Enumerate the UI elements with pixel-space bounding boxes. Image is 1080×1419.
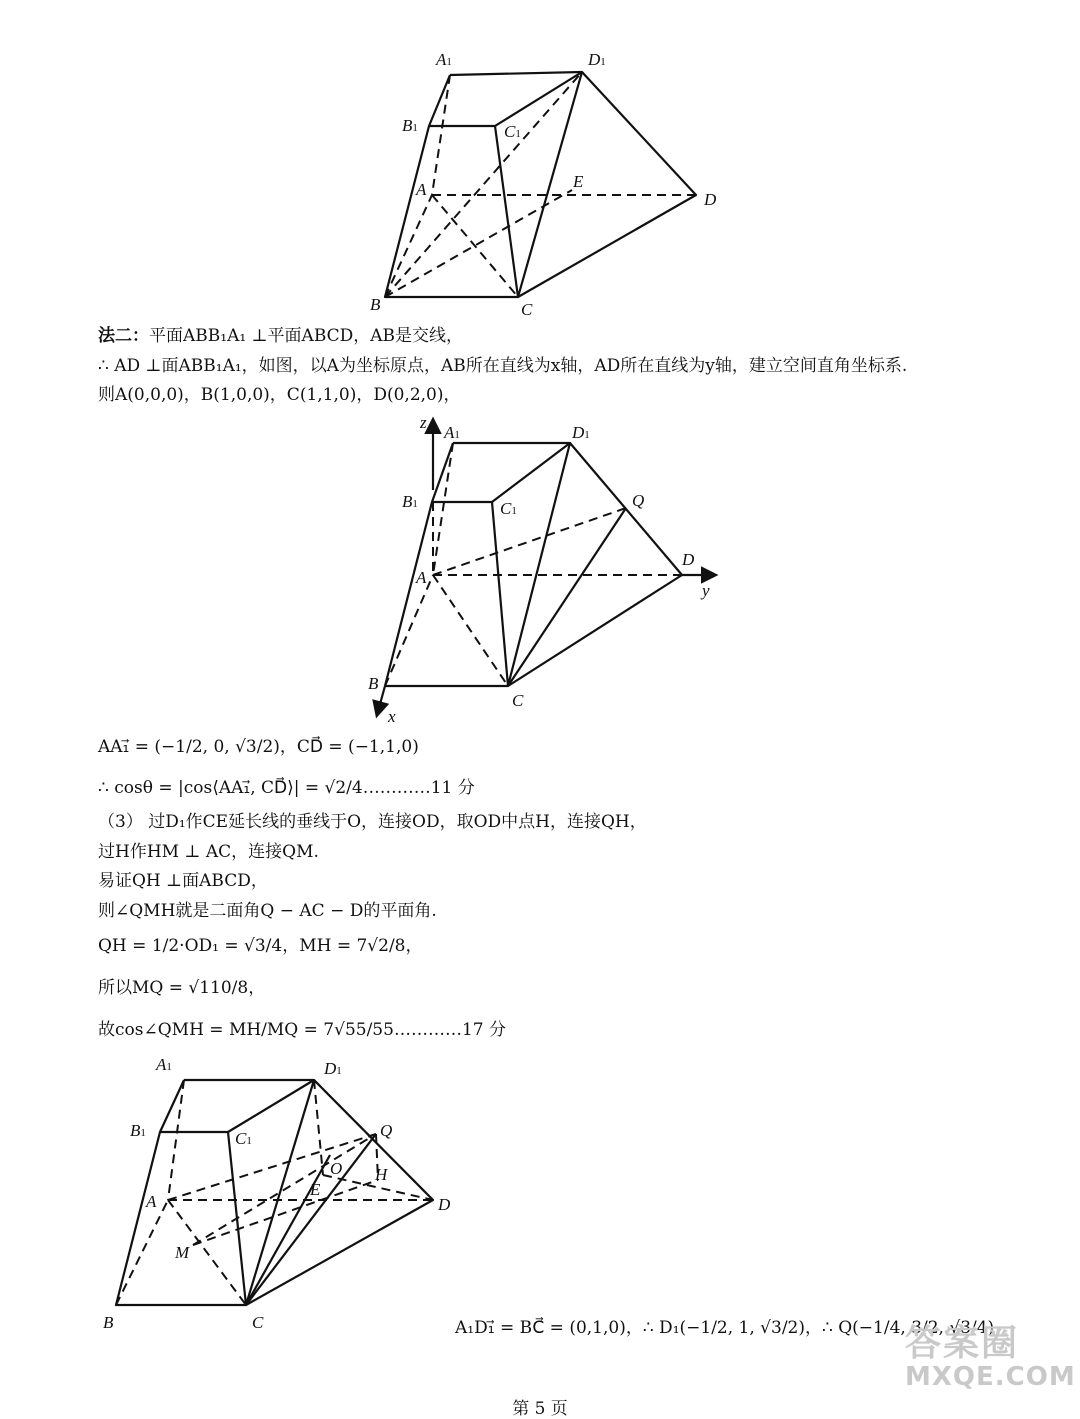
fig1-label-d1: D <box>588 50 601 69</box>
fig1-edge-ac <box>432 195 518 297</box>
fig3-label-b1-sub: 1 <box>140 1127 146 1139</box>
fig3-label-c1-sub: 1 <box>246 1135 252 1147</box>
fig3-label-m: M <box>175 1243 190 1262</box>
fig2-label-z: z <box>420 413 427 432</box>
fig2-edge-qc <box>508 508 626 686</box>
svg-text:B1 <box>402 492 418 511</box>
fig1-label-c1: C <box>504 122 516 141</box>
fig3-edge-ba <box>116 1200 168 1305</box>
fig3-label-d1-sub: 1 <box>336 1065 342 1077</box>
fig2-label-d1: D <box>572 423 585 442</box>
fig2-label-x: x <box>388 707 396 726</box>
fig2-edge-c1c <box>492 502 508 686</box>
fig1-label-b: B <box>370 295 381 314</box>
method-2-title: 法二： <box>98 326 149 346</box>
fig2-label-b: B <box>368 674 379 693</box>
text-line-10: QH = 1/2·OD₁ = √3/4，MH = 7√2/8， <box>98 936 423 956</box>
fig3-label-d1: D <box>324 1059 337 1078</box>
fig1-label-a1: A <box>436 50 447 69</box>
text-line-7: 过H作HM ⊥ AC，连接QM. <box>98 842 319 862</box>
text-line-5: ∴ cosθ = |cos⟨AA₁⃗, CD⃗⟩| = √2/4…………11 分 <box>98 778 475 798</box>
fig2-label-a1: A <box>444 423 455 442</box>
fig2-label-b1: B <box>402 492 413 511</box>
fig1-edge-c1c <box>495 126 518 297</box>
text-line-3: 则A(0,0,0)，B(1,0,0)，C(1,1,0)，D(0,2,0)， <box>98 385 461 405</box>
fig3-label-b: B <box>103 1313 114 1332</box>
fig1-label-c1-sub: 1 <box>515 128 521 140</box>
fig2-edge-ac <box>433 575 508 686</box>
svg-text:D1 <box>587 50 606 69</box>
watermark-top: 答案圈 <box>905 1323 1020 1364</box>
fig1-edge-a1a <box>432 75 450 195</box>
fig1-outline <box>385 72 696 297</box>
fig3-label-a1: A <box>156 1055 167 1074</box>
watermark-bottom: MXQE.COM <box>905 1362 1076 1392</box>
fig3-label-a: A <box>146 1192 157 1211</box>
fig3-label-e: E <box>310 1180 321 1199</box>
fig2-edge-aq <box>433 508 626 575</box>
svg-text:D1 <box>571 423 590 442</box>
fig2-label-d: D <box>682 550 695 569</box>
fig3-label-h: H <box>375 1165 388 1184</box>
fig1-label-a1-sub: 1 <box>446 56 452 68</box>
svg-text:A1 <box>435 50 452 69</box>
svg-text:C1 <box>504 122 521 141</box>
svg-text:C1 <box>235 1129 252 1148</box>
fig3-edge-aq <box>168 1134 376 1200</box>
svg-text:B1 <box>130 1121 146 1140</box>
text-line-4: AA₁⃗ = (−1/2, 0, √3/2)，CD⃗ = (−1,1,0) <box>98 737 419 757</box>
fig2-label-c1-sub: 1 <box>511 505 517 517</box>
fig1-label-d: D <box>704 190 717 209</box>
text-line-2: ∴ AD ⊥面ABB₁A₁，如图，以A为坐标原点，AB所在直线为x轴，AD所在直线为y轴，建立空间直角坐标系. <box>98 356 908 376</box>
watermark <box>905 1315 1075 1395</box>
figure-1-frustum <box>370 45 730 320</box>
fig3-label-b1: B <box>130 1121 141 1140</box>
fig2-label-y: y <box>702 581 710 600</box>
figure-2-coordinate-system <box>360 410 730 730</box>
fig3-edge-d1o <box>314 1080 323 1175</box>
fig1-label-b1-sub: 1 <box>412 122 418 134</box>
text-line-8: 易证QH ⊥面ABCD， <box>98 871 268 891</box>
fig2-label-a1-sub: 1 <box>454 429 460 441</box>
fig2-label-a: A <box>416 568 427 587</box>
fig2-label-c: C <box>512 691 524 710</box>
text-line-13: A₁D₁⃗ = BC⃗ = (0,1,0)，∴ D₁(−1/2, 1, √3/2)，∴ Q(−1/4, 3/2, √3/4) <box>455 1318 995 1338</box>
svg-text:D1 <box>323 1059 342 1078</box>
fig3-label-o: O <box>330 1159 343 1178</box>
fig2-edge-a1a <box>433 443 453 575</box>
svg-text:B1 <box>402 116 418 135</box>
page-number: 第 5 页 <box>512 1399 568 1419</box>
fig1-label-e: E <box>573 172 584 191</box>
text-line-12: 故cos∠QMH = MH/MQ = 7√55/55…………17 分 <box>98 1020 506 1040</box>
fig1-label-b1: B <box>402 116 413 135</box>
fig3-label-a1-sub: 1 <box>166 1061 172 1073</box>
text-line-11: 所以MQ = √110/8， <box>98 978 266 998</box>
svg-text:A1 <box>443 423 460 442</box>
fig1-edge-ba <box>385 195 432 297</box>
svg-text:A1 <box>155 1055 172 1074</box>
svg-text:C1 <box>500 499 517 518</box>
fig1-label-a: A <box>416 180 427 199</box>
fig3-outline <box>116 1080 433 1305</box>
text-line-6: （3） 过D₁作CE延长线的垂线于O，连接OD，取OD中点H，连接QH， <box>98 812 647 832</box>
fig2-label-b1-sub: 1 <box>412 498 418 510</box>
fig1-label-d1-sub: 1 <box>600 56 606 68</box>
text-line-1-body: 平面ABB₁A₁ ⊥平面ABCD，AB是交线， <box>149 326 464 346</box>
fig2-label-c1: C <box>500 499 512 518</box>
fig3-label-d: D <box>438 1195 451 1214</box>
text-line-1 <box>98 324 463 348</box>
fig3-label-c1: C <box>235 1129 247 1148</box>
figure-3-dihedral-angle <box>98 1050 468 1335</box>
fig2-label-d1-sub: 1 <box>584 429 590 441</box>
fig3-label-q: Q <box>380 1121 393 1140</box>
fig2-label-q: Q <box>632 491 645 510</box>
fig3-label-c: C <box>252 1313 264 1332</box>
fig2-outline <box>385 443 682 686</box>
fig1-label-c: C <box>521 300 533 319</box>
fig2-edge-d1c <box>508 443 570 686</box>
text-line-9: 则∠QMH就是二面角Q − AC − D的平面角. <box>98 901 437 921</box>
